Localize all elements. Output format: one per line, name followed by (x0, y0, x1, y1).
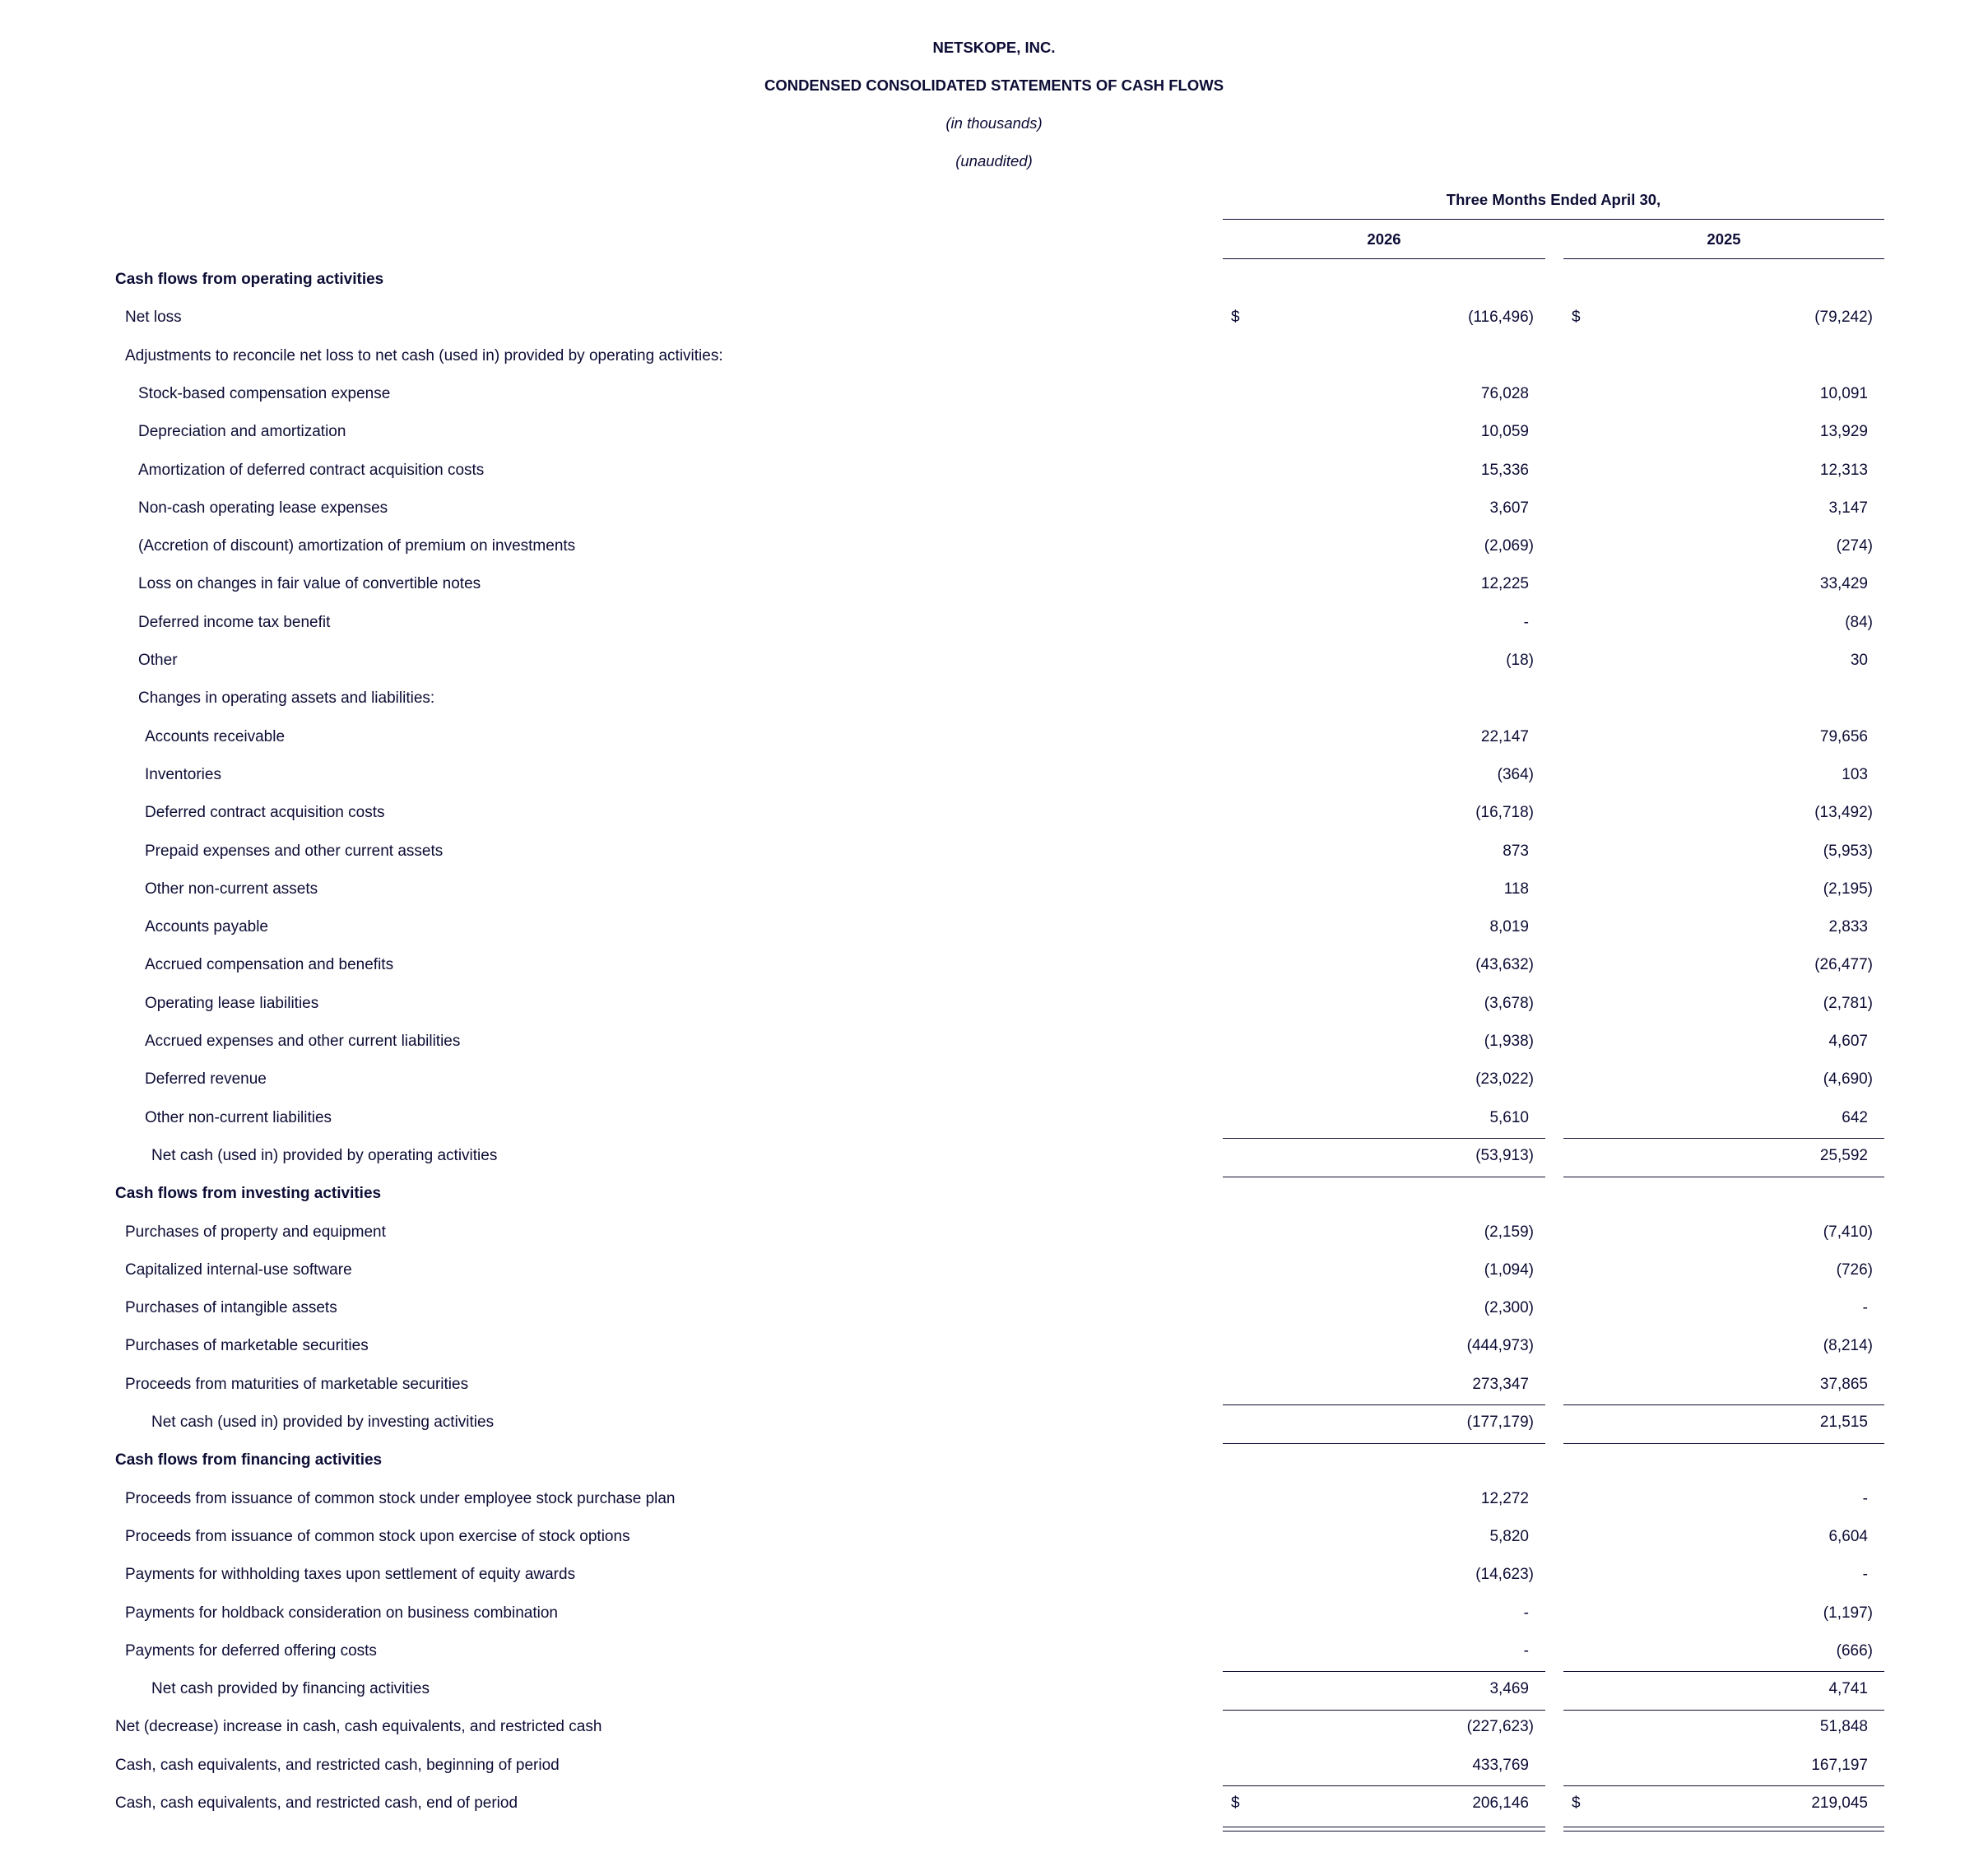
value-2026: (116,496) (1468, 309, 1534, 326)
value-2026: (444,973) (1466, 1337, 1534, 1354)
table-row (0, 1639, 1988, 1664)
table-row (0, 1220, 1988, 1245)
currency-symbol: $ (1231, 1794, 1240, 1812)
subtotal-rule-above (1223, 1671, 1545, 1672)
table-row (0, 1791, 1988, 1816)
value-2026: 10,059 (1480, 423, 1529, 440)
value-2026: (227,623) (1466, 1718, 1534, 1735)
subtotal-rule-above (1223, 1404, 1545, 1405)
row-label: Accrued expenses and other current liabilities (145, 1033, 461, 1050)
column-header-2026: 2026 (1367, 230, 1401, 248)
value-2025: 13,929 (1819, 423, 1868, 440)
value-2025: 167,197 (1811, 1757, 1868, 1774)
value-2026: (43,632) (1475, 956, 1534, 973)
table-row (0, 611, 1988, 635)
row-label: Deferred revenue (145, 1070, 267, 1088)
row-label: Cash flows from investing activities (115, 1185, 382, 1202)
value-2025: 3,147 (1828, 499, 1868, 517)
value-2026: 5,820 (1489, 1528, 1529, 1545)
row-label: Net cash (used in) provided by operating activities (151, 1147, 498, 1164)
value-2025: 642 (1842, 1109, 1868, 1126)
value-2026: (53,913) (1475, 1147, 1534, 1164)
row-label: Amortization of deferred contract acquisition costs (138, 462, 485, 479)
table-row (0, 725, 1988, 750)
value-2026: (177,179) (1466, 1414, 1534, 1431)
value-2026: (23,022) (1475, 1070, 1534, 1088)
value-2026: (18) (1506, 652, 1534, 669)
table-row (0, 1410, 1988, 1435)
table-row (0, 267, 1988, 292)
row-label: Stock-based compensation expense (138, 385, 391, 402)
row-label: Payments for withholding taxes upon settlement of equity awards (125, 1566, 576, 1583)
table-row (0, 420, 1988, 444)
value-2026: (2,300) (1484, 1299, 1534, 1316)
subtotal-rule-above (1563, 1138, 1884, 1139)
row-label: Inventories (145, 766, 221, 783)
row-label: Net cash provided by financing activities (151, 1680, 430, 1697)
value-2026: 433,769 (1472, 1757, 1529, 1774)
table-row (0, 1601, 1988, 1626)
value-2026: (2,069) (1484, 537, 1534, 555)
subtotal-rule-above (1563, 1404, 1884, 1405)
table-row (0, 305, 1988, 330)
value-2025: 2,833 (1828, 918, 1868, 936)
value-2025: - (1862, 1299, 1868, 1316)
table-row (0, 458, 1988, 483)
currency-symbol: $ (1572, 1794, 1581, 1812)
value-2025: (5,953) (1823, 843, 1873, 860)
table-row (0, 1067, 1988, 1092)
value-2025: - (1862, 1490, 1868, 1507)
table-row (0, 1448, 1988, 1473)
column-header-rule-2026 (1223, 258, 1545, 259)
table-row (0, 648, 1988, 673)
period-heading-rule (1223, 219, 1884, 220)
value-2025: (8,214) (1823, 1337, 1873, 1354)
total-double-rule (1223, 1831, 1545, 1832)
currency-symbol: $ (1231, 309, 1240, 326)
value-2026: (1,938) (1484, 1033, 1534, 1050)
table-row (0, 1296, 1988, 1321)
value-2025: 79,656 (1819, 728, 1868, 745)
row-label: Other (138, 652, 178, 669)
value-2025: (7,410) (1823, 1223, 1873, 1241)
subtotal-rule-below (1563, 1443, 1884, 1444)
table-row (0, 1106, 1988, 1130)
period-heading: Three Months Ended April 30, (1446, 191, 1661, 208)
value-2025: (79,242) (1814, 309, 1873, 326)
row-label: Cash flows from operating activities (115, 271, 384, 288)
row-label: Net (decrease) increase in cash, cash equivalents, and restricted cash (115, 1718, 602, 1735)
value-2026: (1,094) (1484, 1261, 1534, 1279)
value-2025: 6,604 (1828, 1528, 1868, 1545)
value-2026: 5,610 (1489, 1109, 1529, 1126)
row-label: Proceeds from issuance of common stock under employee stock purchase plan (125, 1490, 676, 1507)
value-2025: (4,690) (1823, 1070, 1873, 1088)
table-row (0, 382, 1988, 406)
value-2025: 4,741 (1828, 1680, 1868, 1697)
value-2026: 15,336 (1480, 462, 1529, 479)
row-label: Other non-current assets (145, 880, 318, 898)
value-2026: 206,146 (1472, 1794, 1529, 1812)
subtotal-rule-above (1563, 1671, 1884, 1672)
table-row (0, 344, 1988, 369)
row-label: Accounts receivable (145, 728, 286, 745)
value-2026: 3,607 (1489, 499, 1529, 517)
value-2026: (3,678) (1484, 995, 1534, 1012)
table-row (0, 877, 1988, 902)
table-row (0, 572, 1988, 597)
value-2025: (666) (1836, 1642, 1873, 1660)
value-2026: 76,028 (1480, 385, 1529, 402)
table-row (0, 839, 1988, 864)
value-2025: (1,197) (1823, 1604, 1873, 1622)
table-row (0, 496, 1988, 521)
value-2026: 22,147 (1480, 728, 1529, 745)
value-2026: 12,272 (1480, 1490, 1529, 1507)
value-2025: (26,477) (1814, 956, 1873, 973)
row-label: Purchases of property and equipment (125, 1223, 386, 1241)
table-row (0, 534, 1988, 559)
row-label: Purchases of marketable securities (125, 1337, 369, 1354)
value-2025: 51,848 (1819, 1718, 1868, 1735)
table-row (0, 953, 1988, 977)
row-label: Accounts payable (145, 918, 268, 936)
value-2025: - (1862, 1566, 1868, 1583)
subtotal-rule-above (1563, 1785, 1884, 1786)
table-row (0, 1144, 1988, 1168)
table-row (0, 686, 1988, 711)
value-2026: 12,225 (1480, 575, 1529, 592)
value-2025: 30 (1850, 652, 1868, 669)
subtotal-rule-below (1223, 1710, 1545, 1711)
row-label: Payments for holdback consideration on business combination (125, 1604, 558, 1622)
row-label: Deferred contract acquisition costs (145, 804, 385, 821)
audit-status: (unaudited) (955, 152, 1033, 169)
subtotal-rule-above (1223, 1785, 1545, 1786)
value-2025: 21,515 (1819, 1414, 1868, 1431)
row-label: Accrued compensation and benefits (145, 956, 394, 973)
table-row (0, 1334, 1988, 1358)
table-row (0, 1715, 1988, 1739)
value-2025: 37,865 (1819, 1376, 1868, 1393)
row-label: Cash, cash equivalents, and restricted cash, end of period (115, 1794, 518, 1812)
value-2026: 873 (1503, 843, 1529, 860)
value-2025: 10,091 (1819, 385, 1868, 402)
total-double-rule (1563, 1831, 1884, 1832)
value-2025: (2,195) (1823, 880, 1873, 898)
row-label: Non-cash operating lease expenses (138, 499, 388, 517)
row-label: Other non-current liabilities (145, 1109, 332, 1126)
row-label: Cash, cash equivalents, and restricted cash, beginning of period (115, 1757, 560, 1774)
value-2025: (726) (1836, 1261, 1873, 1279)
table-row (0, 991, 1988, 1016)
value-2025: (84) (1845, 614, 1873, 631)
table-row (0, 801, 1988, 825)
value-2025: (2,781) (1823, 995, 1873, 1012)
value-2025: 25,592 (1819, 1147, 1868, 1164)
table-row (0, 763, 1988, 787)
table-row (0, 1525, 1988, 1549)
value-2026: 8,019 (1489, 918, 1529, 936)
table-row (0, 1677, 1988, 1702)
value-2026: 3,469 (1489, 1680, 1529, 1697)
row-label: Operating lease liabilities (145, 995, 319, 1012)
value-2026: - (1523, 1604, 1529, 1622)
row-label: Cash flows from financing activities (115, 1451, 383, 1469)
table-row (0, 1562, 1988, 1587)
row-label: Adjustments to reconcile net loss to net cash (used in) provided by operating activities: (125, 347, 723, 364)
value-2026: (2,159) (1484, 1223, 1534, 1241)
table-row (0, 1372, 1988, 1397)
value-2026: (16,718) (1475, 804, 1534, 821)
row-label: Proceeds from maturities of marketable securities (125, 1376, 469, 1393)
value-2025: 12,313 (1819, 462, 1868, 479)
value-2026: (14,623) (1475, 1566, 1534, 1583)
value-2025: (13,492) (1814, 804, 1873, 821)
row-label: Deferred income tax benefit (138, 614, 331, 631)
row-label: Changes in operating assets and liabilities: (138, 689, 435, 707)
row-label: Net loss (125, 309, 182, 326)
value-2025: (274) (1836, 537, 1873, 555)
column-header-2025: 2025 (1707, 230, 1741, 248)
value-2025: 33,429 (1819, 575, 1868, 592)
table-row (0, 1258, 1988, 1283)
subtotal-rule-below (1563, 1710, 1884, 1711)
units-note: (in thousands) (945, 114, 1043, 132)
subtotal-rule-above (1223, 1138, 1545, 1139)
value-2026: (364) (1497, 766, 1534, 783)
table-row (0, 915, 1988, 940)
subtotal-rule-below (1223, 1443, 1545, 1444)
row-label: Depreciation and amortization (138, 423, 346, 440)
table-row (0, 1182, 1988, 1206)
table-row (0, 1753, 1988, 1778)
row-label: Net cash (used in) provided by investing activities (151, 1414, 495, 1431)
table-row (0, 1029, 1988, 1054)
row-label: (Accretion of discount) amortization of premium on investments (138, 537, 576, 555)
row-label: Purchases of intangible assets (125, 1299, 337, 1316)
company-name: NETSKOPE, INC. (932, 39, 1056, 56)
row-label: Payments for deferred offering costs (125, 1642, 377, 1660)
value-2026: 273,347 (1472, 1376, 1529, 1393)
row-label: Proceeds from issuance of common stock upon exercise of stock options (125, 1528, 630, 1545)
table-row (0, 1487, 1988, 1511)
value-2025: 219,045 (1811, 1794, 1868, 1812)
row-label: Capitalized internal-use software (125, 1261, 352, 1279)
row-label: Prepaid expenses and other current assets (145, 843, 444, 860)
currency-symbol: $ (1572, 309, 1581, 326)
column-header-rule-2025 (1563, 258, 1884, 259)
value-2026: 118 (1503, 880, 1529, 898)
value-2025: 103 (1842, 766, 1868, 783)
value-2025: 4,607 (1828, 1033, 1868, 1050)
row-label: Loss on changes in fair value of convertible notes (138, 575, 481, 592)
statement-title: CONDENSED CONSOLIDATED STATEMENTS OF CASH FLOWS (764, 77, 1224, 94)
value-2026: - (1523, 1642, 1529, 1660)
value-2026: - (1523, 614, 1529, 631)
